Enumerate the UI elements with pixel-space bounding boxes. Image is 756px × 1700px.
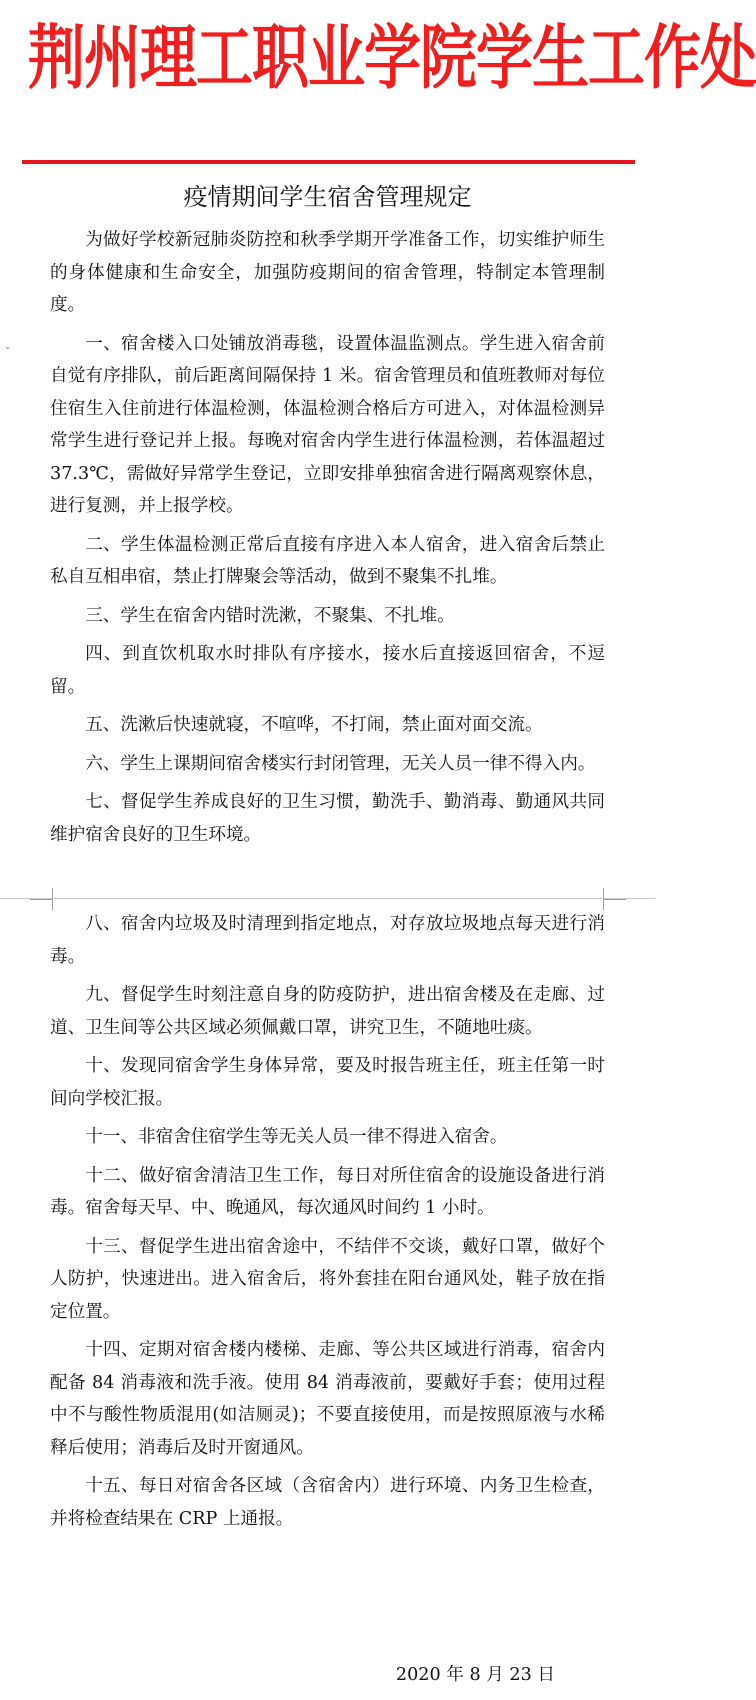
rule-paragraph-14: 十四、定期对宿舍楼内楼梯、走廊、等公共区域进行消毒，宿舍内配备 84 消毒液和洗手液。使用 84 消毒液前，要戴好手套；使用过程中不与酸性物质混用(如洁厕灵)；不要直接使用，而是按照原液与水稀释后使用；消毒后及时开窗通风。 xyxy=(50,1340,605,1458)
rule-paragraph-10: 十、发现同宿舍学生身体异常，要及时报告班主任，班主任第一时间向学校汇报。 xyxy=(50,1056,605,1109)
document-title: 疫情期间学生宿舍管理规定 xyxy=(183,183,472,211)
rule-paragraph-6: 六、学生上课期间宿舍楼实行封闭管理，无关人员一律不得入内。 xyxy=(85,753,596,774)
rule-paragraph-15: 十五、每日对宿舍各区域（含宿舍内）进行环境、内务卫生检查，并将检查结果在 CRP 上通报。 xyxy=(50,1476,605,1529)
page-one-body xyxy=(50,224,605,857)
rule-paragraph-13: 十三、督促学生进出宿舍途中，不结伴不交谈，戴好口罩，做好个人防护，快速进出。进入宿舍后，将外套挂在阳台通风处，鞋子放在指定位置。 xyxy=(50,1236,605,1322)
rule-paragraph-8: 八、宿舍内垃圾及时清理到指定地点，对存放垃圾地点每天进行消毒。 xyxy=(50,914,605,967)
document-date: 2020 年 8 月 23 日 xyxy=(395,1665,555,1685)
rule-paragraph-7: 七、督促学生养成良好的卫生习惯，勤洗手、勤消毒、勤通风共同维护宿舍良好的卫生环境。 xyxy=(50,792,605,845)
rule-paragraph-11: 十一、非宿舍住宿学生等无关人员一律不得进入宿舍。 xyxy=(85,1127,508,1147)
rule-paragraph-4: 四、到直饮机取水时排队有序接水，接水后直接返回宿舍，不逗留。 xyxy=(50,644,605,697)
rule-paragraph-3: 三、学生在宿舍内错时洗漱，不聚集、不扎堆。 xyxy=(85,605,455,626)
rule-paragraph-1: 一、宿舍楼入口处铺放消毒毯，设置体温监测点。学生进入宿舍前自觉有序排队，前后距离间隔保持 1 米。宿舍管理员和值班教师对每位住宿生入住前进行体温检测，体温检测合格后方可进入，对体温检测异常学生进行登记并上报。每晚对宿舍内学生进行体温检测，若体温超过 37.3℃，需做好异常学生登记，立即安排单独宿舍进行隔离观察休息，进行复测，并上报学校。 xyxy=(50,333,605,516)
rule-paragraph-9: 九、督促学生时刻注意自身的防疫防护，进出宿舍楼及在走廊、过道、卫生间等公共区域必须佩戴口罩，讲究卫生，不随地吐痰。 xyxy=(50,985,605,1038)
intro-paragraph: 为做好学校新冠肺炎防控和秋季学期开学准备工作，切实维护师生的身体健康和生命安全，加强防疫期间的宿舍管理，特制定本管理制度。 xyxy=(50,230,605,315)
margin-marker: ⌄ xyxy=(4,342,12,352)
letterhead-red-rule xyxy=(22,160,635,164)
rule-paragraph-2: 二、学生体温检测正常后直接有序进入本人宿舍，进入宿舍后禁止私自互相串宿，禁止打牌聚会等活动，做到不聚集不扎堆。 xyxy=(50,534,605,587)
page-break-divider xyxy=(0,898,655,899)
page-two-body xyxy=(50,908,605,1541)
letterhead-title: 荆州理工职业学院学生工作处 xyxy=(28,17,756,99)
page-corner-mark xyxy=(603,899,626,910)
rule-paragraph-5: 五、洗漱后快速就寝，不喧哗，不打闹，禁止面对面交流。 xyxy=(85,715,543,735)
rule-paragraph-12: 十二、做好宿舍清洁卫生工作，每日对所住宿舍的设施设备进行消毒。宿舍每天早、中、晚通风，每次通风时间约 1 小时。 xyxy=(50,1165,605,1218)
